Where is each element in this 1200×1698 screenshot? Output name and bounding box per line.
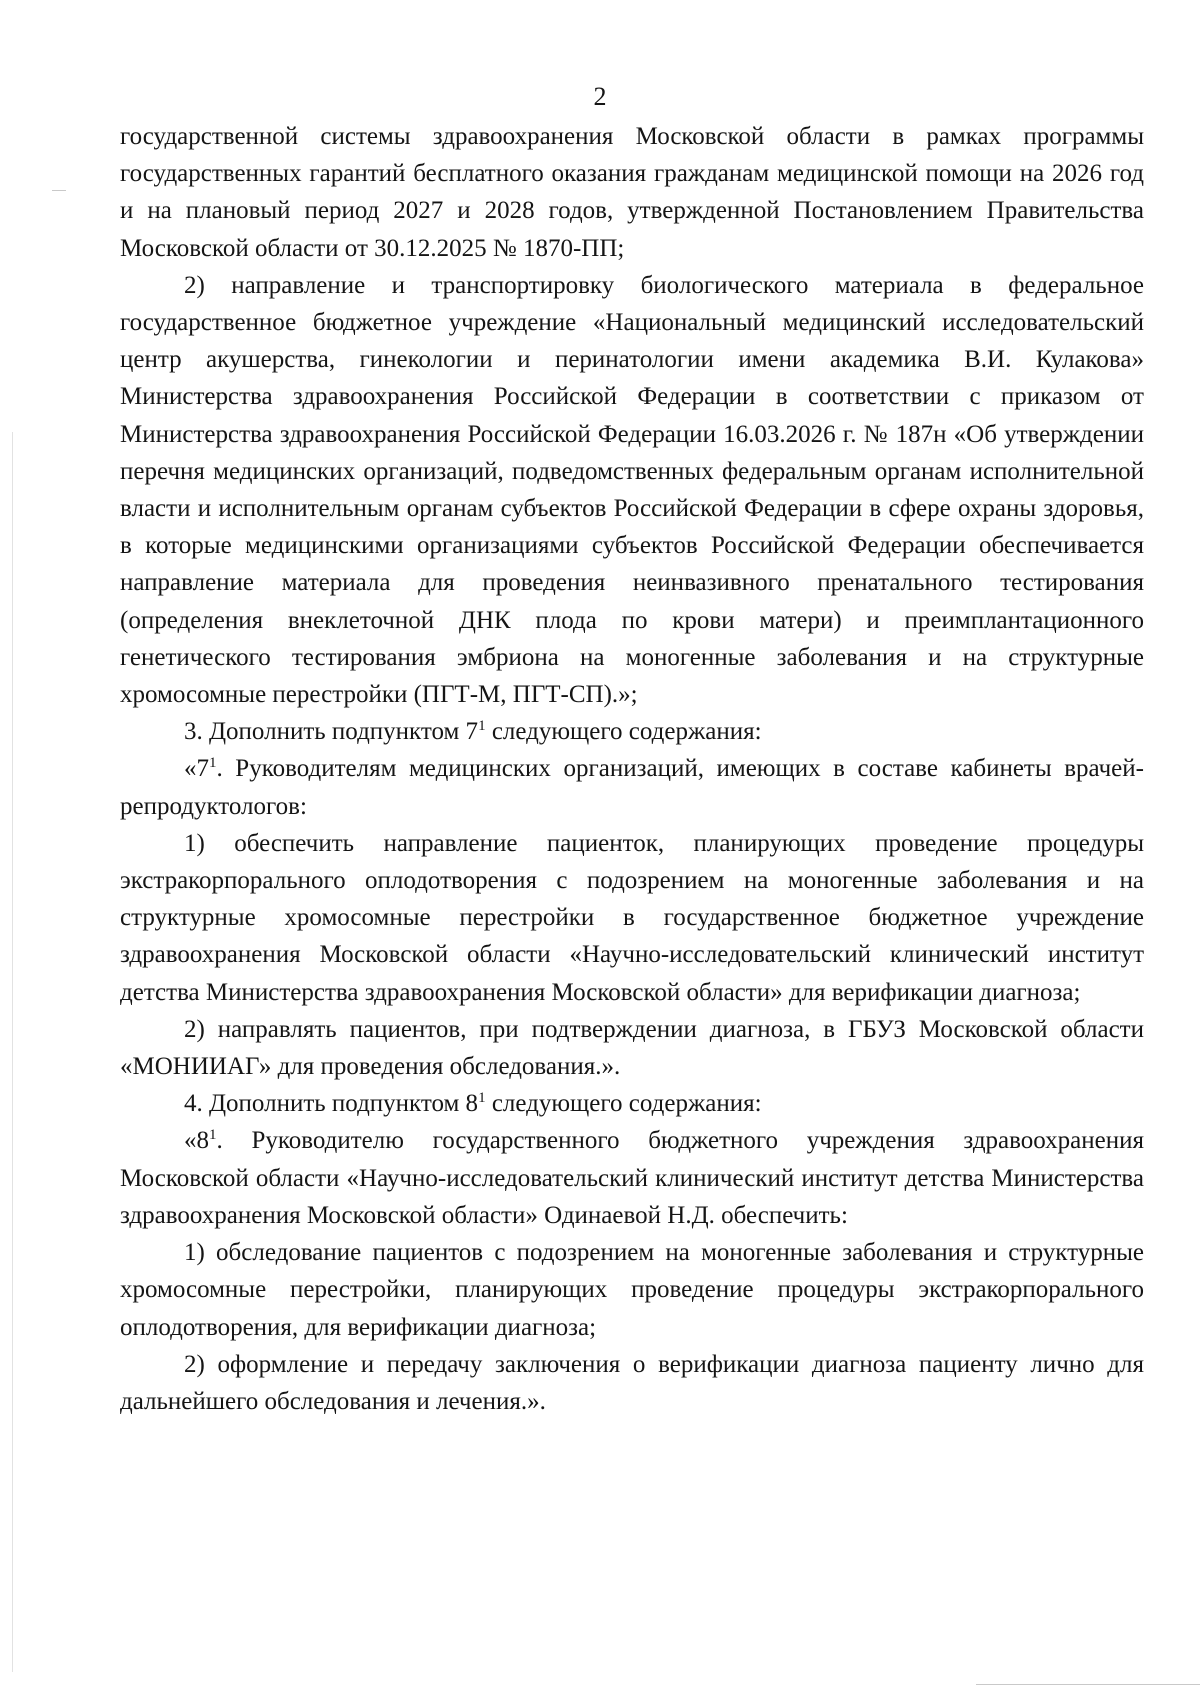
paragraph-8-1-item-1	[120, 1234, 1144, 1346]
superscript: 1	[209, 755, 217, 772]
paragraph-text-after: . Руководителю государственного бюджетного учреждения здравоохранения Московской области «Научно-исследовательский клинический институт детства Министерства здравоохранения Московской области» Одинаевой Н.Д. обеспечить:	[120, 1127, 1144, 1229]
paragraph-amendment-4	[120, 1085, 1144, 1122]
scan-artifact-edge	[12, 432, 13, 1672]
paragraph-amendment-3	[120, 713, 1144, 750]
paragraph-continuation	[120, 118, 1144, 267]
page-number: 2	[593, 82, 607, 111]
paragraph-text: 1) обеспечить направление пациенток, планирующих проведение процедуры экстракорпорального оплодотворения с подозрением на моногенные заболевания и на структурные хромосомные перестройки в государственное бюджетное учреждение здравоохранения Московской области «Научно-исследовательский клинический институт детства Министерства здравоохранения Московской области» для верификации диагноза;	[120, 829, 1144, 1006]
scan-artifact-line	[976, 1684, 1200, 1685]
paragraph-7-1-item-1	[120, 825, 1144, 1011]
paragraph-subclause-7-1	[120, 750, 1144, 824]
document-body	[120, 118, 1144, 1420]
paragraph-8-1-item-2	[120, 1346, 1144, 1420]
paragraph-text: «8	[184, 1127, 209, 1155]
paragraph-7-1-item-2	[120, 1011, 1144, 1085]
superscript: 1	[209, 1127, 217, 1144]
paragraph-text: 2) оформление и передачу заключения о верификации диагноза пациенту лично для дальнейшего обследования и лечения.».	[120, 1350, 1144, 1415]
paragraph-subclause-8-1	[120, 1122, 1144, 1234]
paragraph-text: «7	[184, 755, 209, 783]
scan-artifact-line	[52, 190, 66, 191]
paragraph-item-2-transport	[120, 267, 1144, 713]
paragraph-text: государственной системы здравоохранения Московской области в рамках программы государственных гарантий бесплатного оказания гражданам медицинской помощи на 2026 год и на плановый период 2027 и 2028 годов, утвержденной Постановлением Правительства Московской области от 30.12.2025 № 1870-ПП;	[120, 123, 1144, 262]
superscript: 1	[478, 1090, 486, 1107]
paragraph-text-after: следующего содержания:	[485, 1090, 762, 1118]
paragraph-text-after: . Руководителям медицинских организаций, имеющих в составе кабинеты врачей-репродуктологов:	[120, 755, 1144, 820]
paragraph-text-after: следующего содержания:	[485, 718, 762, 746]
paragraph-text: 1) обследование пациентов с подозрением на моногенные заболевания и структурные хромосомные перестройки, планирующих проведение процедуры экстракорпорального оплодотворения, для верификации диагноза;	[120, 1239, 1144, 1341]
paragraph-text: 4. Дополнить подпунктом 8	[184, 1090, 479, 1118]
superscript: 1	[478, 718, 486, 735]
paragraph-text: 2) направление и транспортировку биологического материала в федеральное государственное бюджетное учреждение «Национальный медицинский исследовательский центр акушерства, гинекологии и перинатологии имени академика В.И. Кулакова» Министерства здравоохранения Российской Федерации в соответствии с приказом от Министерства здравоохранения Российской Федерации 16.03.2026 г. № 187н «Об утверждении перечня медицинских организаций, подведомственных федеральным органам исполнительной власти и исполнительным органам субъектов Российской Федерации в сфере охраны здоровья, в которые медицинскими организациями субъектов Российской Федерации обеспечивается направление материала для проведения неинвазивного пренатального тестирования (определения внеклеточной ДНК плода по крови матери) и преимплантационного генетического тестирования эмбриона на моногенные заболевания и на структурные хромосомные перестройки (ПГТ-М, ПГТ-СП).»;	[120, 271, 1144, 709]
paragraph-text: 3. Дополнить подпунктом 7	[184, 718, 479, 746]
paragraph-text: 2) направлять пациентов, при подтверждении диагноза, в ГБУЗ Московской области «МОНИИАГ» для проведения обследования.».	[120, 1015, 1144, 1081]
